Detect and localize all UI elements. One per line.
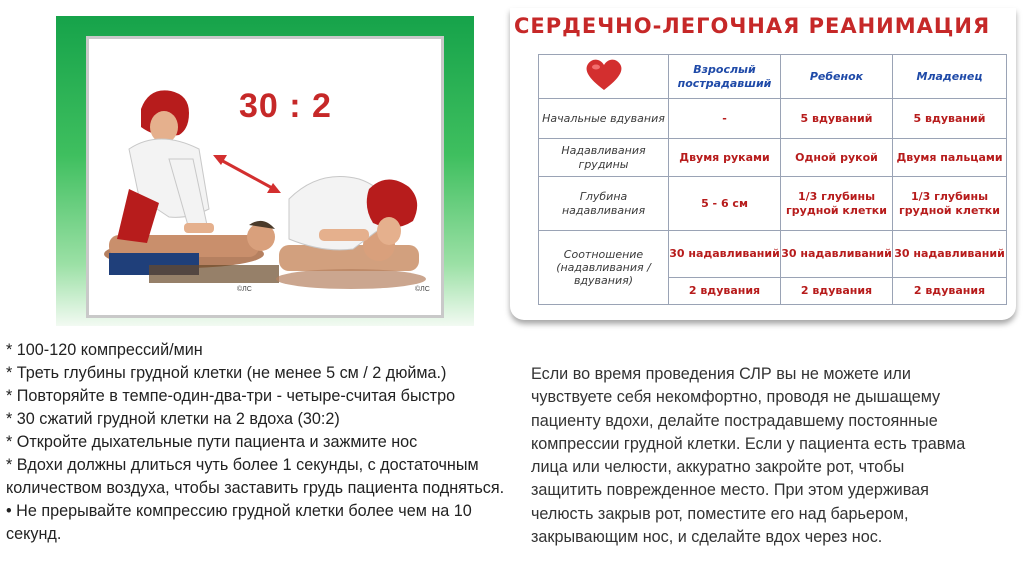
cell-value: 1/3 глубины грудной клетки	[781, 177, 893, 231]
heart-icon	[584, 58, 624, 95]
table-row	[539, 231, 1007, 305]
row-label-initial-breaths: Начальные вдувания	[539, 99, 669, 139]
row-label-ratio: Соотношение (надавливания / вдувания)	[539, 231, 669, 305]
guideline-item: * Повторяйте в темпе-один-два-три - четыре-считая быстро	[6, 387, 456, 405]
ratio-cell	[669, 231, 781, 305]
ratio-breaths: 2 вдувания	[688, 284, 761, 298]
cpr-table	[538, 54, 1007, 305]
cell-value: -	[669, 99, 781, 139]
cell-value: 5 вдуваний	[893, 99, 1007, 139]
rescuer-compressions-figure	[104, 90, 279, 283]
watermark-left: ©ЛС	[237, 286, 252, 293]
ratio-compressions: 30 надавливаний	[781, 231, 892, 278]
table-row	[539, 99, 1007, 139]
compression-only-paragraph: Если во время проведения СЛР вы не можете или чувствуете себя некомфортно, проводя не дышащему пациенту вдохи, делайте пострадавшему постоянные компрессии грудной клетки. Если у пациента есть травма лица или челюсти, аккуратно закройте рот, чтобы защитить поврежденное место. При этом удерживая челюсть закрыв рот, поместите его над барьером, закрывающим нос, и сделайте вдох через нос.	[531, 365, 966, 547]
cpr-drawing	[89, 39, 447, 321]
col-adult: Взрослый пострадавший	[669, 55, 781, 99]
ratio-breaths: 2 вдувания	[913, 284, 986, 298]
cell-value: Двумя руками	[669, 139, 781, 177]
rescuer-breathing-figure	[276, 177, 426, 290]
guideline-item: * 100-120 компрессий/мин	[6, 341, 203, 359]
cell-value: Одной рукой	[781, 139, 893, 177]
table-title: СЕРДЕЧНО-ЛЕГОЧНАЯ РЕАНИМАЦИЯ	[514, 14, 991, 38]
row-label-depth: Глубина надавливания	[539, 177, 669, 231]
guideline-item: • Не прерывайте компрессию грудной клетки более чем на 10 секунд.	[6, 502, 472, 543]
table-header-row	[539, 55, 1007, 99]
cell-value: 5 - 6 см	[669, 177, 781, 231]
cell-value: 1/3 глубины грудной клетки	[893, 177, 1007, 231]
cell-value: 5 вдуваний	[781, 99, 893, 139]
guideline-item: * Откройте дыхательные пути пациента и зажмите нос	[6, 433, 418, 451]
cell-value: Двумя пальцами	[893, 139, 1007, 177]
double-arrow-icon	[213, 155, 281, 193]
ratio-cell	[893, 231, 1007, 305]
table-row	[539, 139, 1007, 177]
guideline-item: * 30 сжатий грудной клетки на 2 вдоха (30:2)	[6, 410, 340, 428]
cpr-illustration	[56, 16, 474, 326]
table-row	[539, 177, 1007, 231]
guideline-item: * Треть глубины грудной клетки (не менее 5 см / 2 дюйма.)	[6, 364, 447, 382]
cpr-table-card	[510, 8, 1016, 320]
ratio-breaths: 2 вдувания	[800, 284, 873, 298]
ratio-compressions: 30 надавливаний	[669, 231, 780, 278]
watermark-right: ©ЛС	[415, 286, 430, 293]
illustration-frame	[86, 36, 444, 318]
compression-ratio-label: 30 : 2	[239, 87, 332, 125]
heart-cell	[539, 55, 669, 99]
col-child: Ребенок	[781, 55, 893, 99]
col-infant: Младенец	[893, 55, 1007, 99]
ratio-compressions: 30 надавливаний	[893, 231, 1006, 278]
ratio-cell	[781, 231, 893, 305]
row-label-compressions: Надавливания грудины	[539, 139, 669, 177]
cpr-guidelines-list	[6, 339, 506, 546]
guideline-item: * Вдохи должны длиться чуть более 1 секунды, с достаточным количеством воздуха, чтобы заставить грудь пациента подняться.	[6, 456, 505, 497]
